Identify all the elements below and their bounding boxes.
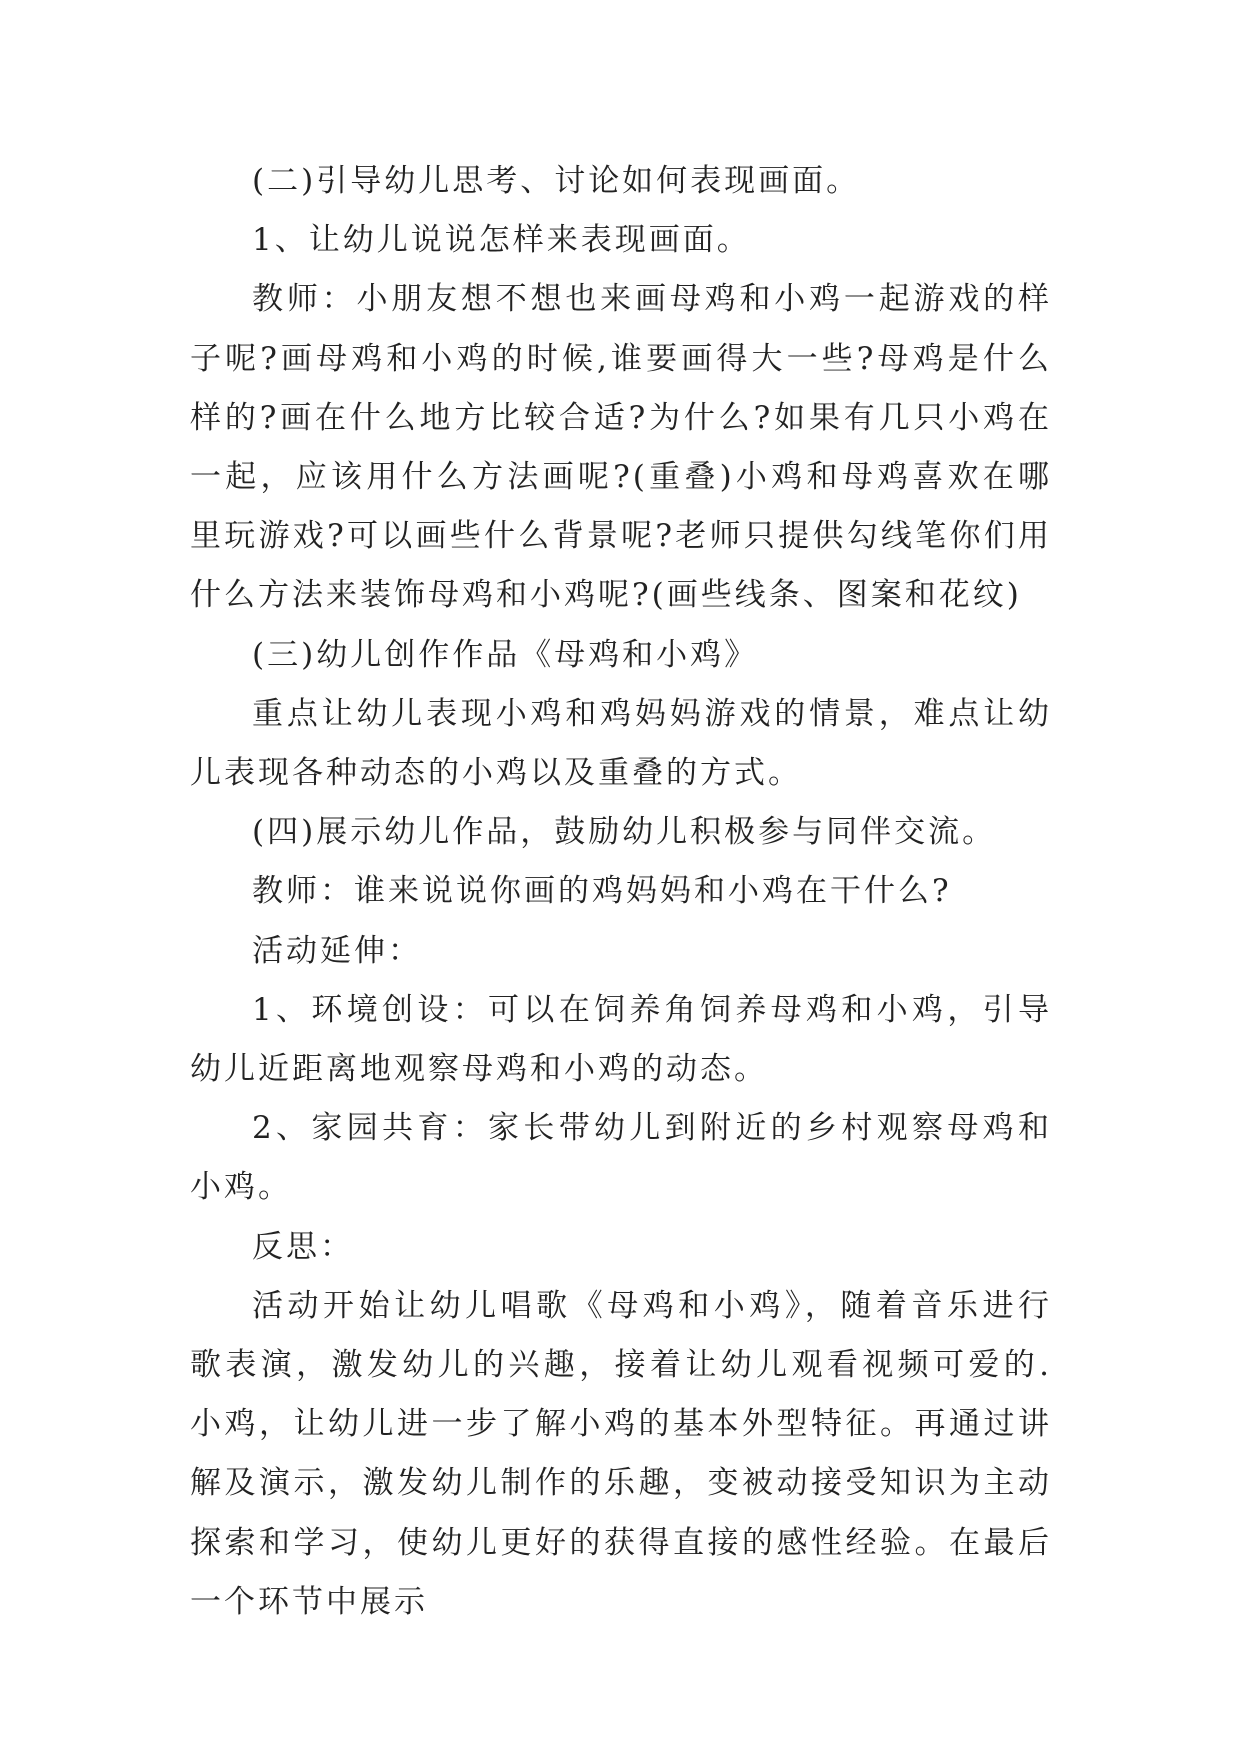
document-body [190,152,1052,1632]
paragraph: 1、让幼儿说说怎样来表现画面。 [252,222,751,259]
paragraph: 教师：谁来说说你画的鸡妈妈和小鸡在干什么? [252,873,952,910]
paragraph: 2、家园共育：家长带幼儿到附近的乡村观察母鸡和小鸡。 [190,1110,1052,1206]
paragraph: 1、环境创设：可以在饲养角饲养母鸡和小鸡，引导幼儿近距离地观察母鸡和小鸡的动态。 [190,991,1052,1088]
paragraph: 反思： [252,1228,354,1265]
paragraph: (三)幼儿创作作品《母鸡和小鸡》 [252,636,759,673]
paragraph: (二)引导幼儿思考、讨论如何表现画面。 [252,163,861,199]
paragraph: 重点让幼儿表现小鸡和鸡妈妈游戏的情景，难点让幼儿表现各种动态的小鸡以及重叠的方式。 [190,695,1052,792]
paragraph: 活动开始让幼儿唱歌《母鸡和小鸡》，随着音乐进行歌表演，激发幼儿的兴趣，接着让幼儿观看视频可爱的.小鸡，让幼儿进一步了解小鸡的基本外型特征。再通过讲解及演示，激发幼儿制作的乐趣，变被动接受知识为主动探索和学习，使幼儿更好的获得直接的感性经验。在最后一个环节中展示 [190,1287,1052,1620]
paragraph: (四)展示幼儿作品，鼓励幼儿积极参与同伴交流。 [252,814,997,851]
paragraph: 教师：小朋友想不想也来画母鸡和小鸡一起游戏的样子呢?画母鸡和小鸡的时候,谁要画得大一些?母鸡是什么样的?画在什么地方比较合适?为什么?如果有几只小鸡在一起，应该用什么方法画呢?(重叠)小鸡和母鸡喜欢在哪里玩游戏?可以画些什么背景呢?老师只提供勾线笔你们用什么方法来装饰母鸡和小鸡呢?(画些线条、图案和花纹) [190,281,1052,614]
paragraph: 活动延伸： [252,932,422,969]
